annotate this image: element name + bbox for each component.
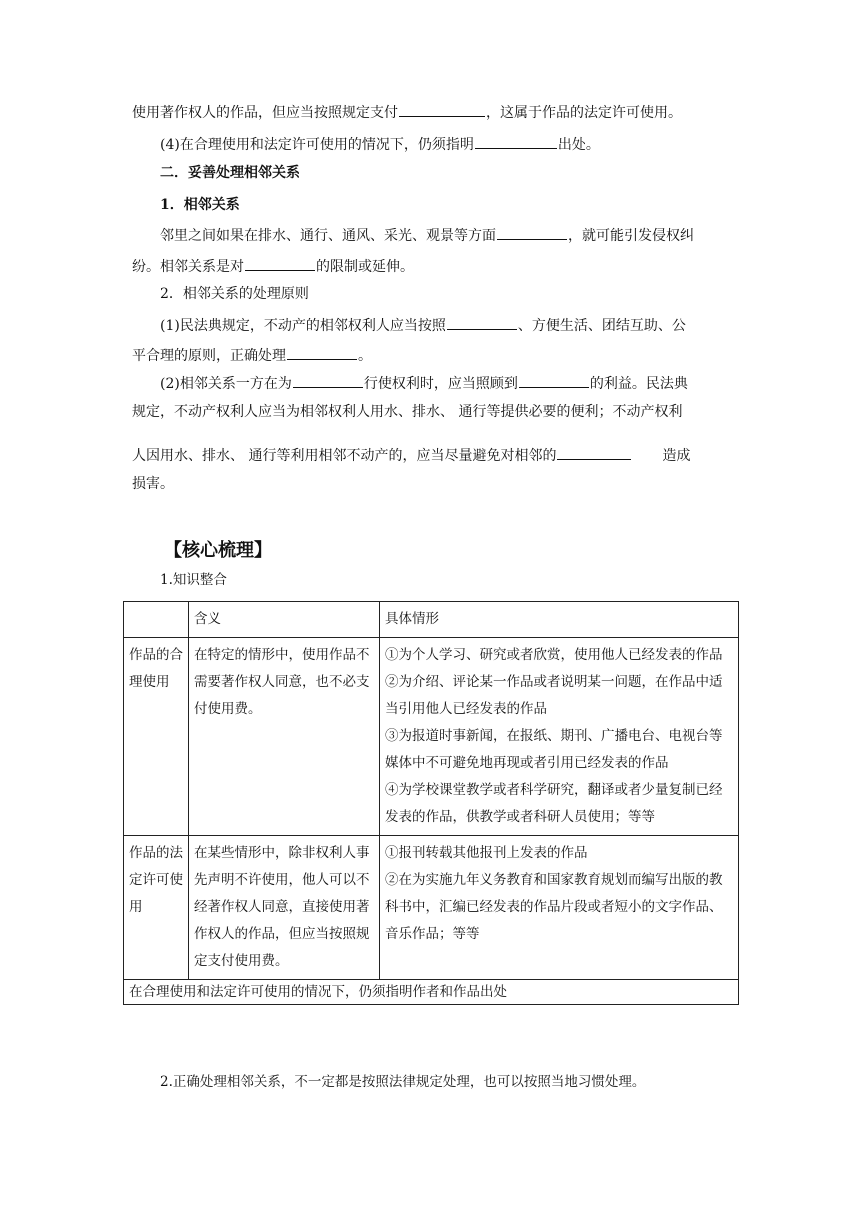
paragraph-line: 损害。 (132, 476, 174, 492)
subsection-heading: 1．相邻关系 (160, 197, 240, 213)
fill-blank[interactable] (475, 133, 557, 149)
row-label: 作品的法定许可使用 (124, 836, 189, 980)
fill-blank[interactable] (287, 344, 357, 360)
fill-blank[interactable] (399, 101, 485, 117)
core-heading: 【核心梳理】 (164, 540, 272, 561)
fill-blank[interactable] (293, 372, 363, 388)
fill-blank[interactable] (447, 314, 517, 330)
case-item: ①报刊转载其他报刊上发表的作品 (385, 845, 588, 861)
knowledge-table (123, 601, 739, 1005)
table-footer-row (124, 980, 739, 1005)
table-row (124, 836, 739, 980)
section-heading: 二．妥善处理相邻关系 (160, 165, 300, 181)
row-label: 作品的合理使用 (124, 638, 189, 836)
paragraph-line: 纷。相邻关系是对 的限制或延伸。 (132, 255, 414, 277)
fill-blank[interactable] (497, 224, 567, 240)
row-meaning: 在某些情形中，除非权利人事先声明不许使用，他人可以不经著作权人同意，直接使用著作权人的作品，但应当按照规定支付使用费。 (189, 836, 380, 980)
row-meaning: 在特定的情形中，使用作品不需要著作权人同意，也不必支付使用费。 (189, 638, 380, 836)
intro-line-1: 使用著作权人的作品，但应当按照规定支付 ，这属于作品的法定许可使用。 (132, 101, 682, 123)
list-item: 1.知识整合 (160, 572, 227, 588)
table-header-cell: 含义 (189, 602, 380, 638)
row-cases (380, 638, 739, 836)
paragraph-line: (2)相邻关系一方在为 行使权利时，应当照顾到 的利益。民法典 (160, 372, 688, 394)
row-cases (380, 836, 739, 980)
case-item: ②为介绍、评论某一作品或者说明某一问题，在作品中适当引用他人已经发表的作品 (385, 674, 723, 717)
fill-blank[interactable] (557, 444, 631, 460)
paragraph-line: (1)民法典规定，不动产的相邻权利人应当按照 、方便生活、团结互助、公 (160, 314, 686, 336)
table-footer: 在合理使用和法定许可使用的情况下，仍须指明作者和作品出处 (124, 980, 739, 1005)
table-header-cell (124, 602, 189, 638)
case-item: ②在为实施九年义务教育和国家教育规划而编写出版的教科书中，汇编已经发表的作品片段或者短小的文字作品、音乐作品；等等 (385, 872, 723, 942)
intro-line-2: (4)在合理使用和法定许可使用的情况下，仍须指明 出处。 (160, 133, 600, 155)
paragraph-line: 规定，不动产权利人应当为相邻权利人用水、排水、 通行等提供必要的便利；不动产权利 (132, 404, 683, 420)
table-header-row (124, 602, 739, 638)
fill-blank[interactable] (519, 372, 589, 388)
table-header-cell: 具体情形 (380, 602, 739, 638)
list-item: 2.正确处理相邻关系，不一定都是按照法律规定处理，也可以按照当地习惯处理。 (160, 1074, 646, 1090)
subsection-heading: 2．相邻关系的处理原则 (160, 286, 309, 302)
case-item: ①为个人学习、研究或者欣赏，使用他人已经发表的作品 (385, 647, 723, 663)
table-row (124, 638, 739, 836)
case-item: ③为报道时事新闻，在报纸、期刊、广播电台、电视台等媒体中不可避免地再现或者引用已经发表的作品 (385, 728, 723, 771)
fill-blank[interactable] (245, 255, 315, 271)
paragraph-line: 邻里之间如果在排水、通行、通风、采光、观景等方面 ，就可能引发侵权纠 (160, 224, 694, 246)
paragraph-line: 平合理的原则，正确处理 。 (132, 344, 372, 366)
paragraph-line: 人因用水、排水、 通行等利用相邻不动产的，应当尽量避免对相邻的 造成 (132, 444, 690, 466)
case-item: ④为学校课堂教学或者科学研究，翻译或者少量复制已经发表的作品，供教学或者科研人员使用；等等 (385, 782, 723, 825)
